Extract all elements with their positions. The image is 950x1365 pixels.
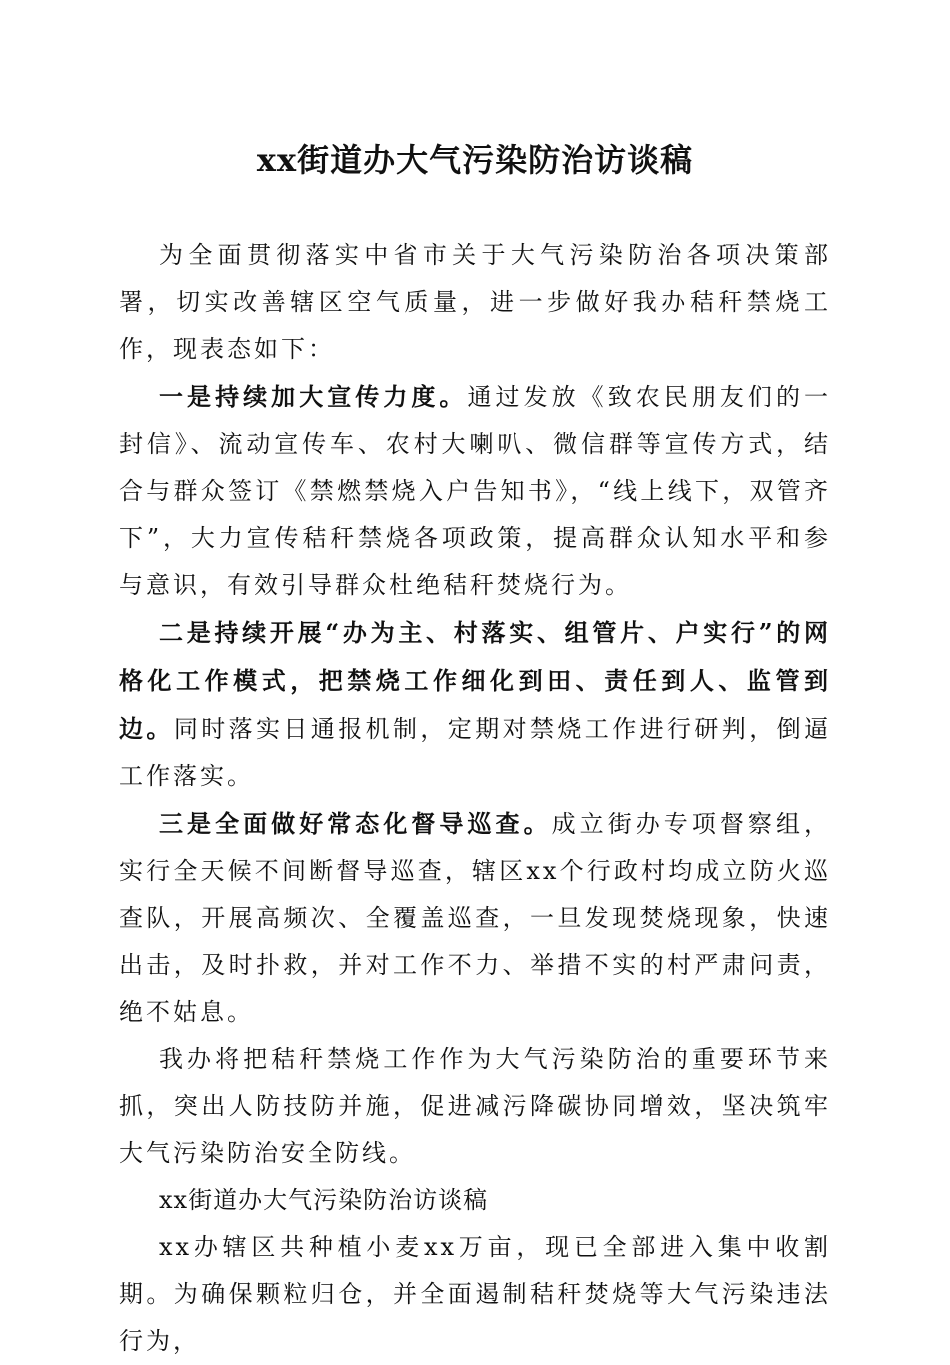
point-three-paragraph: [119, 800, 831, 1036]
second-article-title: xx街道办大气污染防治访谈稿: [159, 1186, 489, 1214]
intro-paragraph: 为全面贯彻落实中省市关于大气污染防治各项决策部署，切实改善辖区空气质量，进一步做好我办秸秆禁烧工作，现表态如下：: [119, 241, 831, 363]
point-three-lead: 三是全面做好常态化督导巡查。: [159, 809, 552, 838]
point-three-body: 成立街办专项督察组，实行全天候不间断督导巡查，辖区xx个行政村均成立防火巡查队，开展高频次、全覆盖巡查，一旦发现焚烧现象，快速出击，及时扑救，并对工作不力、举措不实的村严肃问责，绝不姑息。: [119, 810, 831, 1026]
point-one-paragraph: [119, 373, 831, 609]
document-body: [119, 232, 831, 1365]
document-title: xx街道办大气污染防治访谈稿: [256, 141, 694, 179]
point-one-body: 通过发放《致农民朋友们的一封信》、流动宣传车、农村大喇叭、微信群等宣传方式，结合与群众签订《禁燃禁烧入户告知书》，“线上线下，双管齐下”，大力宣传秸秆禁烧各项政策，提高群众认知水平和参与意识，有效引导群众杜绝秸秆焚烧行为。: [119, 383, 832, 599]
second-article-paragraph: xx办辖区共种植小麦xx万亩，现已全部进入集中收割期。为确保颗粒归仓，并全面遏制秸秆焚烧等大气污染违法行为，: [119, 1233, 831, 1355]
closing-paragraph: 我办将把秸秆禁烧工作作为大气污染防治的重要环节来抓，突出人防技防并施，促进减污降碳协同增效，坚决筑牢大气污染防治安全防线。: [119, 1045, 831, 1167]
point-two-paragraph: [119, 609, 831, 800]
point-two-body: 同时落实日通报机制，定期对禁烧工作进行研判，倒逼工作落实。: [119, 715, 832, 790]
point-two-lead: 二是持续开展“办为主、村落实、组管片、户实行”的网格化工作模式，把禁烧工作细化到田、责任到人、监管到边。: [119, 618, 831, 743]
point-one-lead: 一是持续加大宣传力度。: [159, 382, 468, 411]
